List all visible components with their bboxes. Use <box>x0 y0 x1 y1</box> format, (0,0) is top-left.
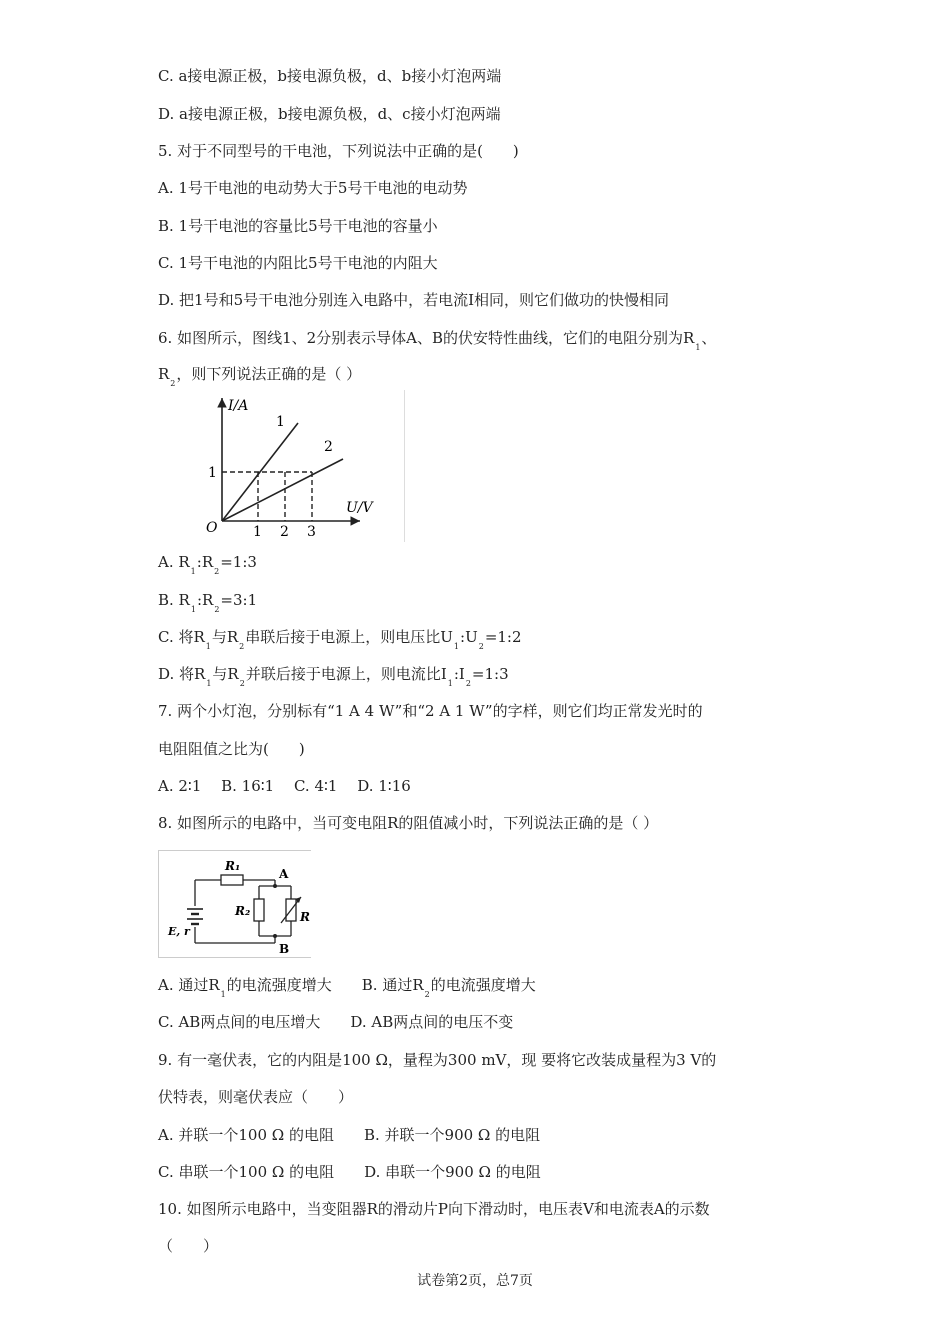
circuit-label-r2: R₂ <box>235 904 251 918</box>
option-d-q5: D. 把1号和5号干电池分别连入电路中，若电流I相同，则它们做功的快慢相同 <box>158 291 670 309</box>
option-d-q4: D. a接电源正极，b接电源负极，d、c接小灯泡两端 <box>158 105 501 123</box>
circuit-diagram-q8 <box>158 850 311 958</box>
circuit-label-r: R <box>300 910 310 924</box>
question-10-line1: 10. 如图所示电路中，当变阻器R的滑动片P向下滑动时，电压表V和电流表A的示数 <box>158 1200 710 1218</box>
option-b-q6: B. $R_1:R_2=3:1$ <box>158 591 258 614</box>
question-6-line2: $R_2$，则下列说法正确的是（ ） <box>158 365 362 388</box>
graph-x-axis-label: U/V <box>346 500 373 516</box>
graph-line-2 <box>222 459 343 521</box>
option-c-q6: C. 将$R_1$与$R_2$串联后接于电源上，则电压比$U_1:U_2=1:2$ <box>158 628 522 651</box>
question-7-line2: 电阻阻值之比为( ) <box>158 740 305 758</box>
question-5: 5. 对于不同型号的干电池，下列说法中正确的是( ) <box>158 142 519 160</box>
option-b-q5: B. 1号干电池的容量比5号干电池的容量小 <box>158 217 438 235</box>
options-cd-q8: C. AB两点间的电压增大 D. AB两点间的电压不变 <box>158 1013 514 1031</box>
graph-origin-label: O <box>206 520 218 536</box>
graph-y-tick: 1 <box>208 465 217 481</box>
question-9-line2: 伏特表，则毫伏表应（ ） <box>158 1088 354 1106</box>
question-10-line2: （ ） <box>158 1237 219 1255</box>
options-ab-q9: A. 并联一个100 Ω 的电阻 B. 并联一个900 Ω 的电阻 <box>158 1126 541 1144</box>
graph-x-tick-1: 1 <box>253 524 262 540</box>
option-a-q5: A. 1号干电池的电动势大于5号干电池的电动势 <box>158 179 468 197</box>
graph-line-1-label: 1 <box>276 414 285 430</box>
option-d-q6: D. 将$R_1$与$R_2$并联后接于电源上，则电流比$I_1:I_2=1:3$ <box>158 665 509 688</box>
graph-y-axis-label: I/A <box>228 398 249 414</box>
question-6-line1: 6. 如图所示，图线1、2分别表示导体A、B的伏安特性曲线，它们的电阻分别为$R_1$、 <box>158 329 717 352</box>
question-7-line1: 7. 两个小灯泡，分别标有“1 A 4 W”和“2 A 1 W”的字样，则它们均正常发光时的 <box>158 702 703 720</box>
option-a-q6: A. $R_1:R_2=1:3$ <box>158 553 257 576</box>
circuit-label-a: A <box>279 867 289 881</box>
circuit-label-r1: R₁ <box>225 859 241 873</box>
question-8: 8. 如图所示的电路中，当可变电阻R的阻值减小时，下列说法正确的是（ ） <box>158 814 659 832</box>
option-c-q4: C. a接电源正极，b接电源负极，d、b接小灯泡两端 <box>158 67 502 85</box>
circuit-label-b: B <box>279 942 290 956</box>
resistor-r2 <box>254 899 264 921</box>
circuit-label-source: E, r <box>168 925 190 938</box>
graph-x-tick-2: 2 <box>280 524 289 540</box>
iv-characteristic-graph <box>192 390 405 542</box>
question-9-line1: 9. 有一毫伏表，它的内阻是100 Ω，量程为300 mV，现 要将它改装成量程为3 V的 <box>158 1051 717 1069</box>
resistor-r1 <box>221 875 243 885</box>
options-cd-q9: C. 串联一个100 Ω 的电阻 D. 串联一个900 Ω 的电阻 <box>158 1163 541 1181</box>
options-ab-q8: A. 通过$R_1$的电流强度增大 B. 通过$R_2$的电流强度增大 <box>158 976 536 999</box>
option-c-q5: C. 1号干电池的内阻比5号干电池的内阻大 <box>158 254 438 272</box>
options-q7: A. 2∶1 B. 16∶1 C. 4∶1 D. 1∶16 <box>158 777 411 795</box>
page-footer: 试卷第2页，总7页 <box>417 1273 533 1289</box>
graph-line-2-label: 2 <box>324 439 333 455</box>
graph-x-tick-3: 3 <box>307 524 316 540</box>
